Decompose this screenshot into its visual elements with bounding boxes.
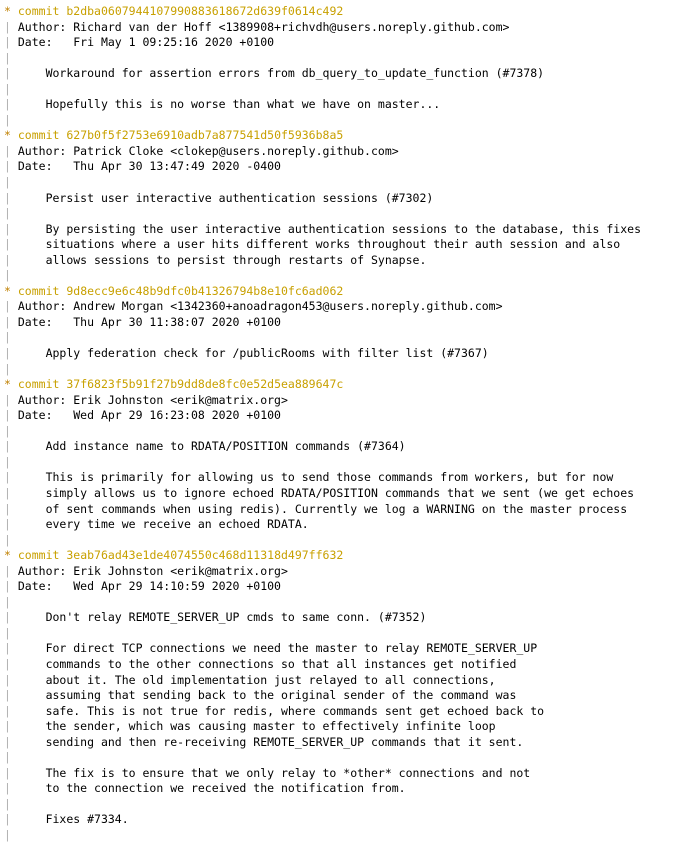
log-line bbox=[0, 486, 692, 502]
graph-commit-marker: * bbox=[4, 128, 11, 143]
commit-message-text: every time we receive an echoed RDATA. bbox=[17, 517, 309, 532]
spacer bbox=[11, 797, 18, 811]
spacer bbox=[11, 595, 18, 609]
commit-meta-text: Author: Erik Johnston <erik@matrix.org> bbox=[17, 392, 288, 407]
spacer bbox=[11, 750, 18, 764]
graph-edge: | bbox=[4, 827, 11, 842]
log-line bbox=[0, 175, 692, 191]
commit-message-text: Add instance name to RDATA/POSITION commands (#7364) bbox=[17, 439, 406, 454]
graph-edge: | bbox=[4, 66, 11, 81]
spacer bbox=[11, 253, 18, 267]
commit-message-text: Hopefully this is no worse than what we have on master... bbox=[17, 97, 441, 112]
spacer bbox=[11, 377, 18, 391]
log-line bbox=[0, 268, 692, 284]
graph-edge: | bbox=[4, 656, 11, 671]
log-line bbox=[0, 719, 692, 735]
graph-edge: | bbox=[4, 610, 11, 625]
spacer bbox=[11, 688, 18, 702]
spacer bbox=[11, 564, 18, 578]
log-line bbox=[0, 253, 692, 269]
graph-edge: | bbox=[4, 314, 11, 329]
spacer bbox=[11, 517, 18, 531]
log-line bbox=[0, 766, 692, 782]
graph-edge: | bbox=[4, 361, 11, 376]
spacer bbox=[11, 175, 18, 189]
log-line bbox=[0, 330, 692, 346]
spacer bbox=[11, 97, 18, 111]
commit-meta-text: Date: Fri May 1 09:25:16 2020 +0100 bbox=[17, 35, 275, 50]
spacer bbox=[11, 657, 18, 671]
log-line bbox=[0, 704, 692, 720]
spacer bbox=[11, 610, 18, 624]
graph-edge: | bbox=[4, 81, 11, 96]
spacer bbox=[11, 268, 18, 282]
commit-header-line bbox=[0, 548, 692, 564]
spacer bbox=[11, 579, 18, 593]
spacer bbox=[11, 159, 18, 173]
spacer bbox=[11, 330, 18, 344]
log-line bbox=[0, 97, 692, 113]
graph-edge: | bbox=[4, 703, 11, 718]
log-line bbox=[0, 439, 692, 455]
commit-header-line bbox=[0, 284, 692, 300]
log-line bbox=[0, 408, 692, 424]
spacer bbox=[11, 20, 18, 34]
commit-message-text: By persisting the user interactive authentication sessions to the database, this fixes bbox=[17, 221, 641, 236]
log-line bbox=[0, 610, 692, 626]
graph-edge: | bbox=[4, 812, 11, 827]
graph-edge: | bbox=[4, 19, 11, 34]
log-line bbox=[0, 362, 692, 378]
graph-commit-marker: * bbox=[4, 377, 11, 392]
commit-message-text: sending and then re-receiving REMOTE_SERVER_UP commands that it sent. bbox=[17, 734, 524, 749]
graph-edge: | bbox=[4, 796, 11, 811]
log-line bbox=[0, 812, 692, 828]
spacer bbox=[11, 455, 18, 469]
log-line bbox=[0, 455, 692, 471]
graph-edge: | bbox=[4, 485, 11, 500]
log-line bbox=[0, 35, 692, 51]
graph-edge: | bbox=[4, 625, 11, 640]
spacer bbox=[11, 408, 18, 422]
graph-edge: | bbox=[4, 750, 11, 765]
log-line bbox=[0, 66, 692, 82]
log-line bbox=[0, 797, 692, 813]
graph-edge: | bbox=[4, 35, 11, 50]
spacer bbox=[11, 191, 18, 205]
log-line bbox=[0, 82, 692, 98]
spacer bbox=[11, 439, 18, 453]
log-line bbox=[0, 113, 692, 129]
graph-edge: | bbox=[4, 719, 11, 734]
log-line bbox=[0, 237, 692, 253]
graph-edge: | bbox=[4, 408, 11, 423]
spacer bbox=[11, 766, 18, 780]
log-line bbox=[0, 191, 692, 207]
log-line bbox=[0, 673, 692, 689]
commit-keyword: commit bbox=[17, 548, 60, 563]
spacer bbox=[11, 626, 18, 640]
log-line bbox=[0, 750, 692, 766]
commit-message-text: Persist user interactive authentication sessions (#7302) bbox=[17, 190, 434, 205]
spacer bbox=[11, 4, 18, 18]
graph-edge: | bbox=[4, 470, 11, 485]
commit-hash: b2dba0607944107990883618672d639f0614c492 bbox=[66, 4, 344, 18]
graph-commit-marker: * bbox=[4, 4, 11, 18]
log-line bbox=[0, 579, 692, 595]
graph-edge: | bbox=[4, 672, 11, 687]
log-line bbox=[0, 735, 692, 751]
graph-edge: | bbox=[4, 439, 11, 454]
log-line bbox=[0, 315, 692, 331]
log-line bbox=[0, 20, 692, 36]
graph-edge: | bbox=[4, 175, 11, 190]
spacer bbox=[11, 128, 18, 142]
commit-meta-text: Author: Erik Johnston <erik@matrix.org> bbox=[17, 563, 288, 578]
log-line bbox=[0, 502, 692, 518]
commit-meta-text: Author: Andrew Morgan <1342360+anoadragon453@users.noreply.github.com> bbox=[17, 299, 503, 314]
commit-message-text: simply allows us to ignore echoed RDATA/POSITION commands that we sent (we get echoes bbox=[17, 485, 635, 500]
log-line bbox=[0, 517, 692, 533]
log-line bbox=[0, 206, 692, 222]
commit-message-text: Workaround for assertion errors from db_query_to_update_function (#7378) bbox=[17, 66, 545, 81]
spacer bbox=[11, 66, 18, 80]
commit-message-text: of sent commands when using redis). Currently we log a WARNING on the master process bbox=[17, 501, 628, 516]
spacer bbox=[11, 82, 18, 96]
graph-commit-marker: * bbox=[4, 283, 11, 298]
commit-meta-text: Date: Thu Apr 30 13:47:49 2020 -0400 bbox=[17, 159, 281, 174]
graph-edge: | bbox=[4, 594, 11, 609]
commit-meta-text: Author: Patrick Cloke <clokep@users.noreply.github.com> bbox=[17, 143, 399, 158]
graph-edge: | bbox=[4, 392, 11, 407]
graph-edge: | bbox=[4, 579, 11, 594]
spacer bbox=[11, 237, 18, 251]
log-line bbox=[0, 626, 692, 642]
graph-edge: | bbox=[4, 501, 11, 516]
commit-message-text: The fix is to ensure that we only relay to *other* connections and not bbox=[17, 765, 531, 780]
commit-hash: 9d8ecc9e6c48b9dfc0b41326794b8e10fc6ad062 bbox=[66, 283, 344, 298]
graph-edge: | bbox=[4, 517, 11, 532]
commit-keyword: commit bbox=[17, 4, 60, 18]
spacer bbox=[11, 673, 18, 687]
graph-commit-marker: * bbox=[4, 548, 11, 563]
log-line bbox=[0, 688, 692, 704]
spacer bbox=[11, 315, 18, 329]
log-line bbox=[0, 657, 692, 673]
spacer bbox=[11, 284, 18, 298]
spacer bbox=[11, 470, 18, 484]
commit-message-text: Fixes #7334. bbox=[17, 812, 129, 827]
spacer bbox=[11, 486, 18, 500]
graph-edge: | bbox=[4, 143, 11, 158]
commit-message-text: situations where a user hits different works throughout their auth session and also bbox=[17, 237, 621, 252]
graph-edge: | bbox=[4, 206, 11, 221]
commit-keyword: commit bbox=[17, 128, 60, 143]
spacer bbox=[11, 222, 18, 236]
graph-edge: | bbox=[4, 299, 11, 314]
graph-edge: | bbox=[4, 454, 11, 469]
commit-hash: 627b0f5f2753e6910adb7a877541d50f5936b8a5 bbox=[66, 128, 344, 143]
log-line bbox=[0, 51, 692, 67]
spacer bbox=[11, 502, 18, 516]
spacer bbox=[11, 144, 18, 158]
log-line bbox=[0, 393, 692, 409]
graph-edge: | bbox=[4, 781, 11, 796]
commit-hash: 37f6823f5b91f27b9dd8de8fc0e52d5ea889647c bbox=[66, 377, 344, 392]
commit-message-text: the sender, which was causing master to effectively infinite loop bbox=[17, 719, 496, 734]
commit-header-line bbox=[0, 128, 692, 144]
spacer bbox=[11, 719, 18, 733]
spacer bbox=[11, 206, 18, 220]
commit-keyword: commit bbox=[17, 377, 60, 392]
spacer bbox=[11, 424, 18, 438]
log-line bbox=[0, 564, 692, 580]
graph-edge: | bbox=[4, 190, 11, 205]
commit-meta-text: Date: Thu Apr 30 11:38:07 2020 +0100 bbox=[17, 314, 281, 329]
graph-edge: | bbox=[4, 423, 11, 438]
log-line bbox=[0, 595, 692, 611]
log-line bbox=[0, 641, 692, 657]
log-line bbox=[0, 299, 692, 315]
log-line bbox=[0, 346, 692, 362]
commit-message-text: Apply federation check for /publicRooms with filter list (#7367) bbox=[17, 346, 489, 361]
commit-message-text: Don't relay REMOTE_SERVER_UP cmds to same conn. (#7352) bbox=[17, 610, 427, 625]
commit-meta-text: Author: Richard van der Hoff <1389908+richvdh@users.noreply.github.com> bbox=[17, 19, 510, 34]
graph-edge: | bbox=[4, 112, 11, 127]
commit-hash: 3eab76ad43e1de4074550c468d11318d497ff632 bbox=[66, 548, 344, 563]
spacer bbox=[11, 704, 18, 718]
log-line bbox=[0, 781, 692, 797]
graph-edge: | bbox=[4, 50, 11, 65]
graph-edge: | bbox=[4, 252, 11, 267]
graph-edge: | bbox=[4, 688, 11, 703]
spacer bbox=[11, 346, 18, 360]
commit-message-text: This is primarily for allowing us to send those commands from workers, but for now bbox=[17, 470, 614, 485]
commit-meta-text: Date: Wed Apr 29 16:23:08 2020 +0100 bbox=[17, 408, 281, 423]
graph-edge: | bbox=[4, 346, 11, 361]
graph-edge: | bbox=[4, 330, 11, 345]
graph-edge: | bbox=[4, 97, 11, 112]
spacer bbox=[11, 299, 18, 313]
spacer bbox=[11, 51, 18, 65]
commit-header-line bbox=[0, 4, 692, 20]
graph-edge: | bbox=[4, 159, 11, 174]
spacer bbox=[11, 393, 18, 407]
log-line bbox=[0, 828, 692, 844]
commit-message-text: assuming that sending back to the original sender of the command was bbox=[17, 688, 517, 703]
graph-edge: | bbox=[4, 641, 11, 656]
commit-meta-text: Date: Wed Apr 29 14:10:59 2020 +0100 bbox=[17, 579, 281, 594]
commit-message-text: allows sessions to persist through restarts of Synapse. bbox=[17, 252, 427, 267]
spacer bbox=[11, 735, 18, 749]
commit-message-text: For direct TCP connections we need the master to relay REMOTE_SERVER_UP bbox=[17, 641, 538, 656]
commit-message-text: safe. This is not true for redis, where commands sent get echoed back to bbox=[17, 703, 545, 718]
graph-edge: | bbox=[4, 765, 11, 780]
log-line bbox=[0, 144, 692, 160]
spacer bbox=[11, 548, 18, 562]
graph-edge: | bbox=[4, 532, 11, 547]
log-line bbox=[0, 222, 692, 238]
spacer bbox=[11, 812, 18, 826]
graph-edge: | bbox=[4, 237, 11, 252]
spacer bbox=[11, 113, 18, 127]
spacer bbox=[11, 828, 18, 842]
log-line bbox=[0, 424, 692, 440]
graph-edge: | bbox=[4, 221, 11, 236]
graph-edge: | bbox=[4, 563, 11, 578]
commit-message-text: about it. The old implementation just relayed to all connections, bbox=[17, 672, 496, 687]
spacer bbox=[11, 35, 18, 49]
log-line bbox=[0, 470, 692, 486]
commit-message-text: commands to the other connections so that all instances get notified bbox=[17, 656, 517, 671]
commit-header-line bbox=[0, 377, 692, 393]
spacer bbox=[11, 641, 18, 655]
spacer bbox=[11, 533, 18, 547]
commit-keyword: commit bbox=[17, 283, 60, 298]
log-line bbox=[0, 159, 692, 175]
graph-edge: | bbox=[4, 734, 11, 749]
spacer bbox=[11, 362, 18, 376]
spacer bbox=[11, 781, 18, 795]
log-line bbox=[0, 533, 692, 549]
graph-edge: | bbox=[4, 268, 11, 283]
commit-message-text: to the connection we received the notification from. bbox=[17, 781, 406, 796]
